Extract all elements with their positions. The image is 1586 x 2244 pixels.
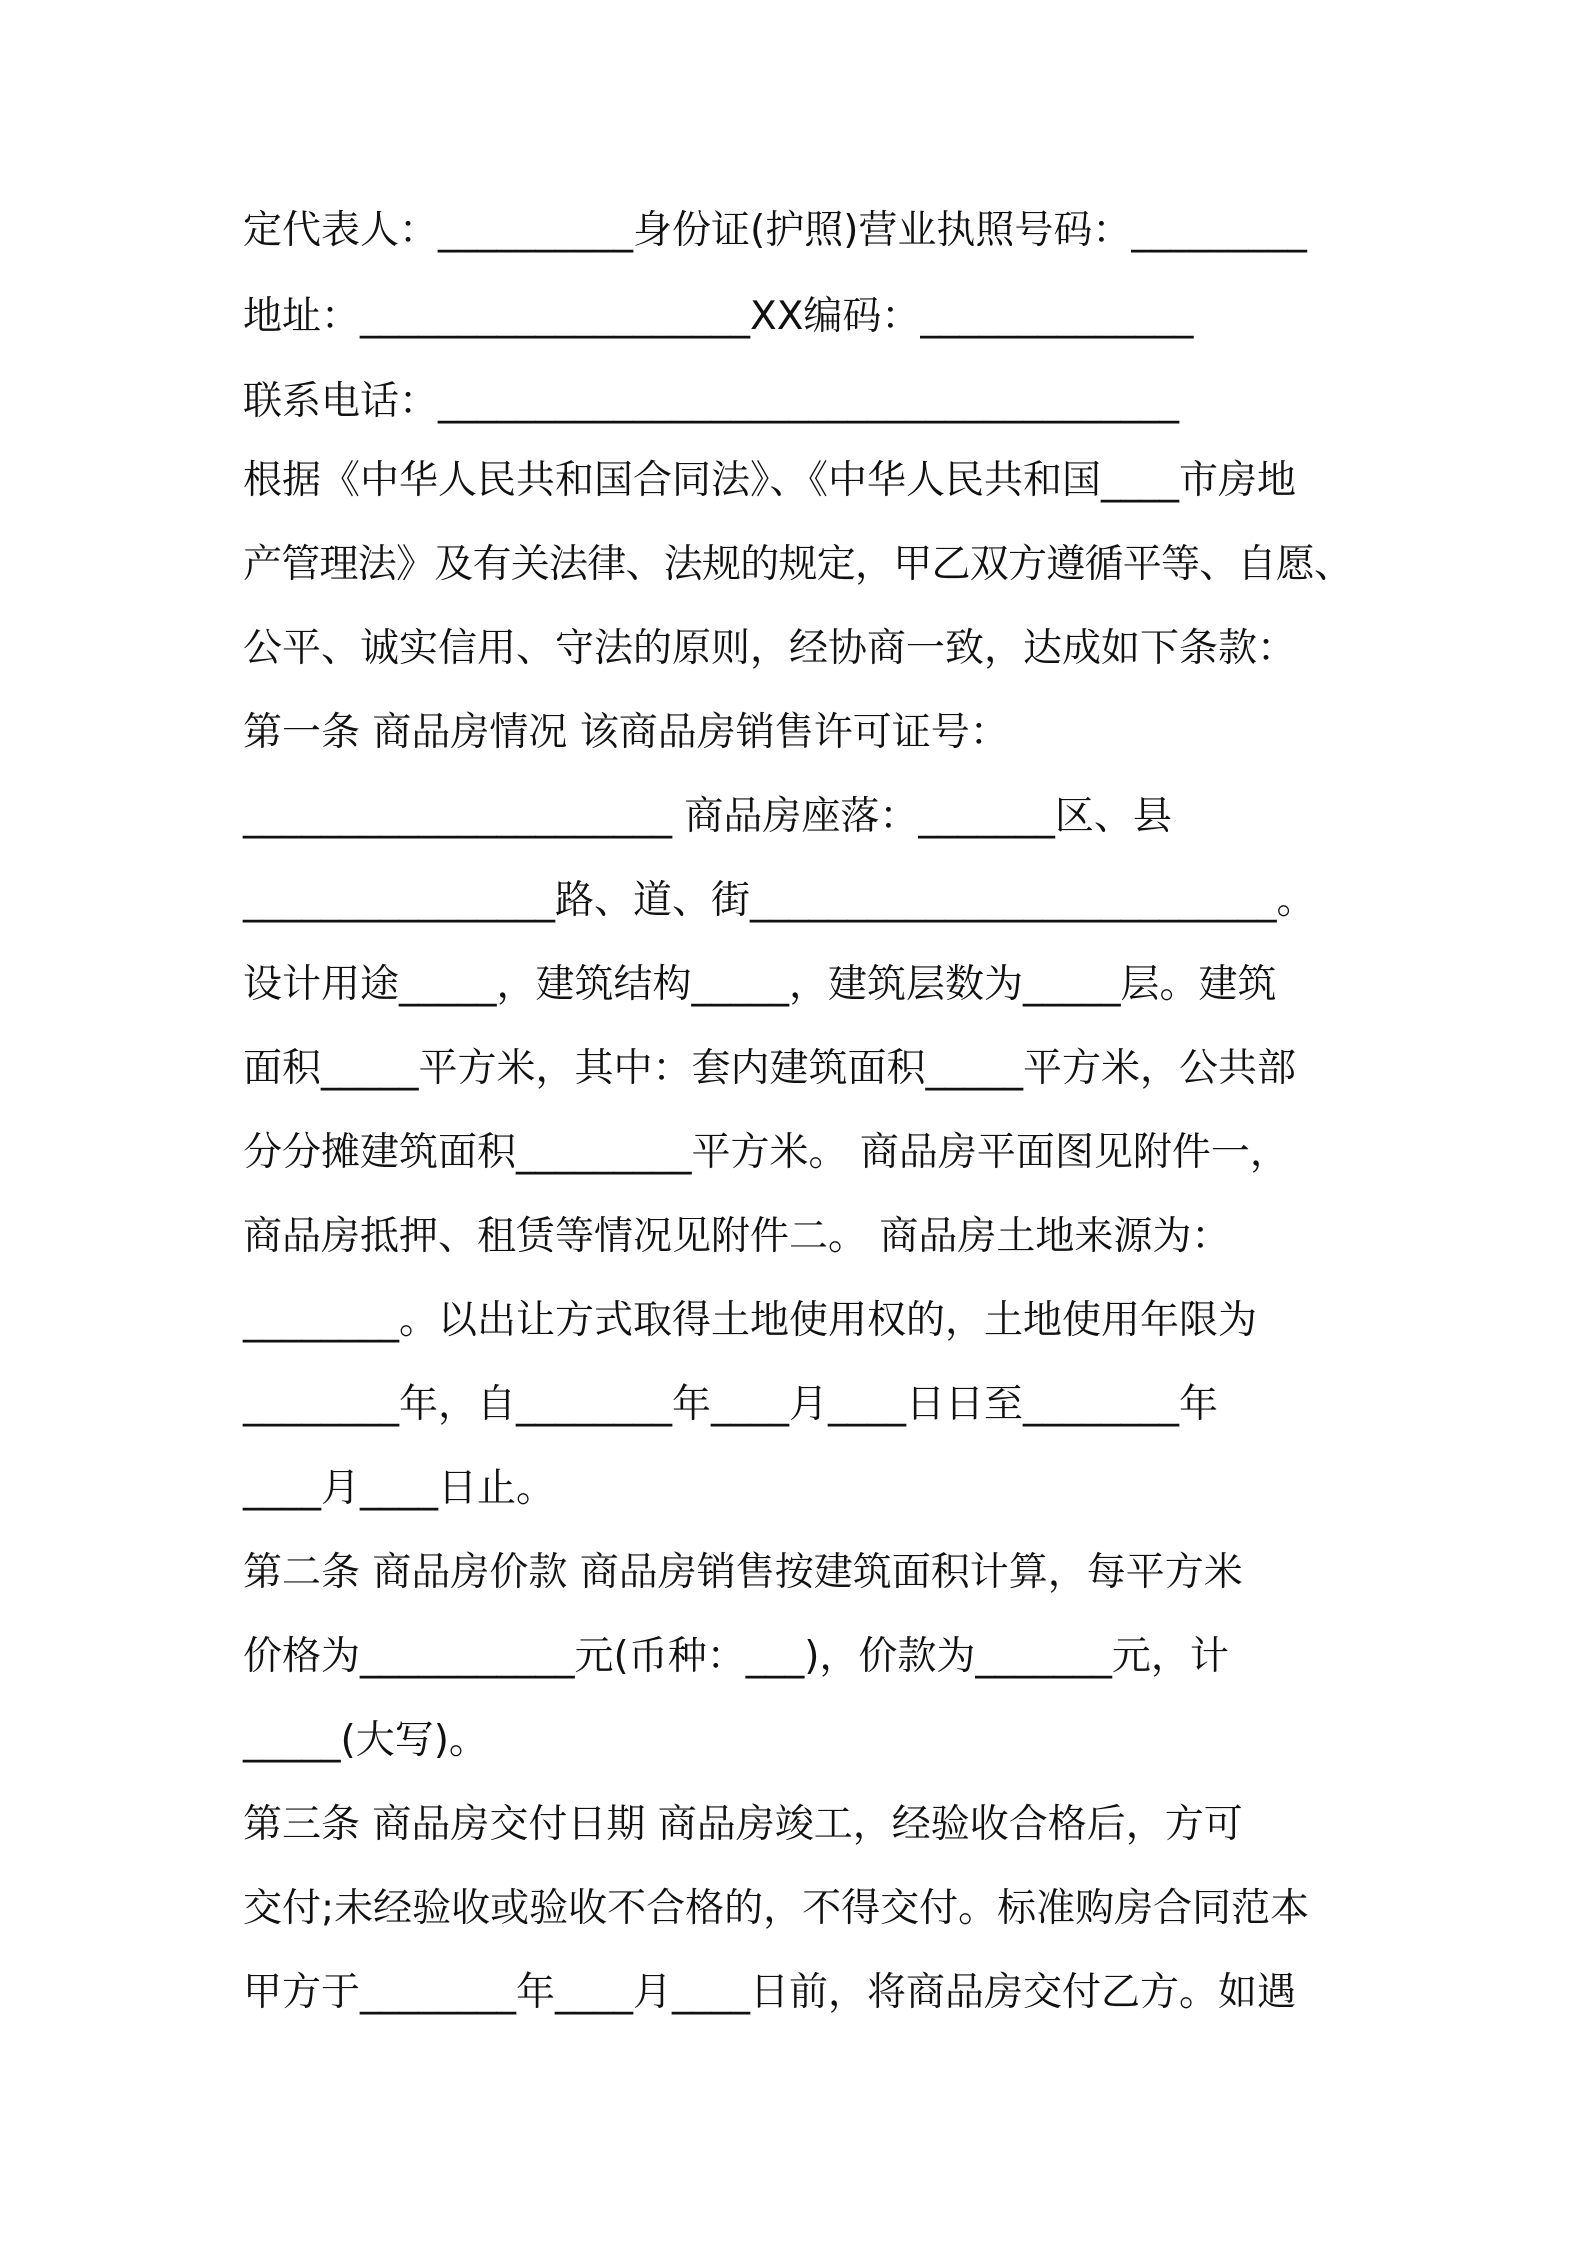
body-line: ______________________ 商品房座落：_______区、县: [243, 794, 1172, 839]
body-line: ________年，自________年____月____日日至________年: [243, 1382, 1219, 1427]
body-line: 分分摊建筑面积_________平方米。 商品房平面图见附件一，: [243, 1130, 1289, 1175]
body-line: 公平、诚实信用、守法的原则，经协商一致，达成如下条款：: [243, 626, 1297, 671]
body-line: 交付;未经验收或验收不合格的，不得交付。标准购房合同范本: [243, 1886, 1310, 1931]
legal-representative-line: 定代表人：__________身份证(护照)营业执照号码：_________: [243, 208, 1307, 253]
body-line: 根据《中华人民共和国合同法》、《中华人民共和国____市房地: [243, 458, 1297, 503]
body-line: 设计用途_____，建筑结构_____，建筑层数为_____层。建筑: [243, 962, 1277, 1007]
body-line: ________。以出让方式取得土地使用权的，土地使用年限为: [243, 1298, 1258, 1343]
address-line: 地址：____________________XX编码：______________: [243, 294, 1194, 339]
body-line: 商品房抵押、租赁等情况见附件二。 商品房土地来源为：: [243, 1214, 1231, 1259]
article-2-heading: 第二条 商品房价款 商品房销售按建筑面积计算，每平方米: [243, 1550, 1243, 1595]
article-1-heading: 第一条 商品房情况 该商品房销售许可证号：: [243, 710, 1009, 755]
body-line: 产管理法》及有关法律、法规的规定，甲乙双方遵循平等、自愿、: [243, 542, 1353, 587]
body-line: _____(大写)。: [243, 1718, 488, 1763]
body-line: 面积_____平方米，其中：套内建筑面积_____平方米，公共部: [243, 1046, 1297, 1091]
body-line: ____月____日止。: [243, 1466, 556, 1511]
body-line: 价格为___________元(币种：___)，价款为_______元，计: [243, 1634, 1229, 1679]
body-line: 甲方于________年____月____日前，将商品房交付乙方。如遇: [243, 1970, 1297, 2015]
article-3-heading: 第三条 商品房交付日期 商品房竣工，经验收合格后，方可: [243, 1802, 1243, 1847]
phone-line: 联系电话：______________________________________: [243, 379, 1180, 424]
body-line: ________________路、道、街___________________________。: [243, 878, 1316, 923]
